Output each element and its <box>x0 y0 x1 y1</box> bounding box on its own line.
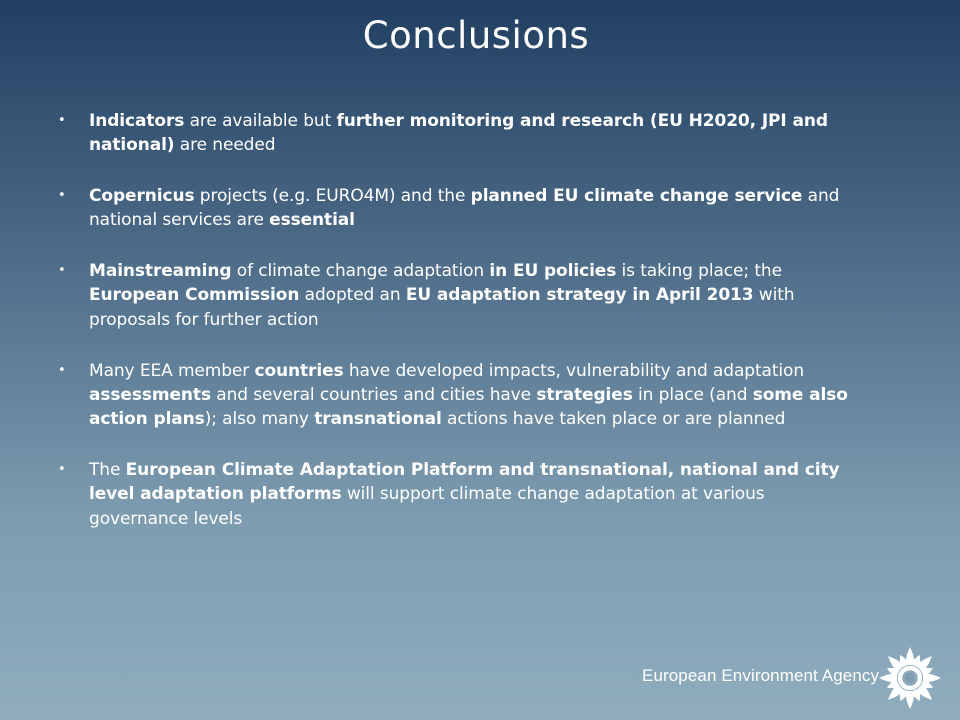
eea-sun-logo-icon <box>875 643 945 713</box>
bullet-text: will support climate change adaptation at various governance levels <box>89 484 765 529</box>
logo-text: European Environment Agency <box>642 666 880 685</box>
bullet-bold-text: in EU policies <box>489 261 617 282</box>
bullet-text: is taking place; the <box>616 261 782 282</box>
bullet-text: and national services are <box>89 186 840 231</box>
bullet-text: actions have taken place or are planned <box>441 409 786 430</box>
bullet-item <box>56 359 856 432</box>
bullet-text: and several countries and cities have <box>210 384 537 405</box>
bullet-bold-text: countries <box>254 360 344 381</box>
bullet-item <box>56 458 856 531</box>
bullet-text: ); also many <box>204 409 315 430</box>
bullet-bold-text: assessments <box>89 384 211 405</box>
bullet-text: projects (e.g. EURO4M) and the <box>194 186 471 207</box>
bullet-bold-text: essential <box>269 210 355 231</box>
bullet-item <box>56 109 856 158</box>
bullet-bold-text: some also action plans <box>89 384 848 430</box>
bullet-bold-text: Mainstreaming <box>89 261 232 282</box>
bullet-bold-text: Indicators <box>89 111 185 131</box>
bullet-bold-text: Copernicus <box>89 186 195 207</box>
bullet-text: with proposals for further action <box>89 285 795 330</box>
bullet-item <box>56 259 856 332</box>
bullet-bold-text: strategies <box>536 384 633 405</box>
bullet-bold-text: planned EU climate change service <box>470 186 803 207</box>
bullet-text: are available but <box>184 111 337 131</box>
bullet-text: are needed <box>174 135 276 156</box>
bullet-bold-text: EU adaptation strategy in April 2013 <box>405 285 754 306</box>
slide-title: Conclusions <box>362 14 590 57</box>
eea-logo <box>640 641 950 711</box>
bullet-text: have developed impacts, vulnerability and adaptation <box>343 360 804 381</box>
bullet-text: in place (and <box>632 384 753 405</box>
bullet-bold-text: European Commission <box>89 285 300 306</box>
bullet-list <box>56 109 856 557</box>
bullet-bold-text: further monitoring and research (EU H2020, JPI and national) <box>89 111 828 156</box>
bullet-text: Many EEA member <box>89 360 255 381</box>
bullet-text: adopted an <box>299 285 406 306</box>
bullet-text: of climate change adaptation <box>231 261 490 282</box>
bullet-text: The <box>89 459 126 480</box>
bullet-item <box>56 184 856 233</box>
bullet-bold-text: European Climate Adaptation Platform and transnational, national and city level adaptation platforms <box>89 459 840 505</box>
bullet-bold-text: transnational <box>314 409 442 430</box>
